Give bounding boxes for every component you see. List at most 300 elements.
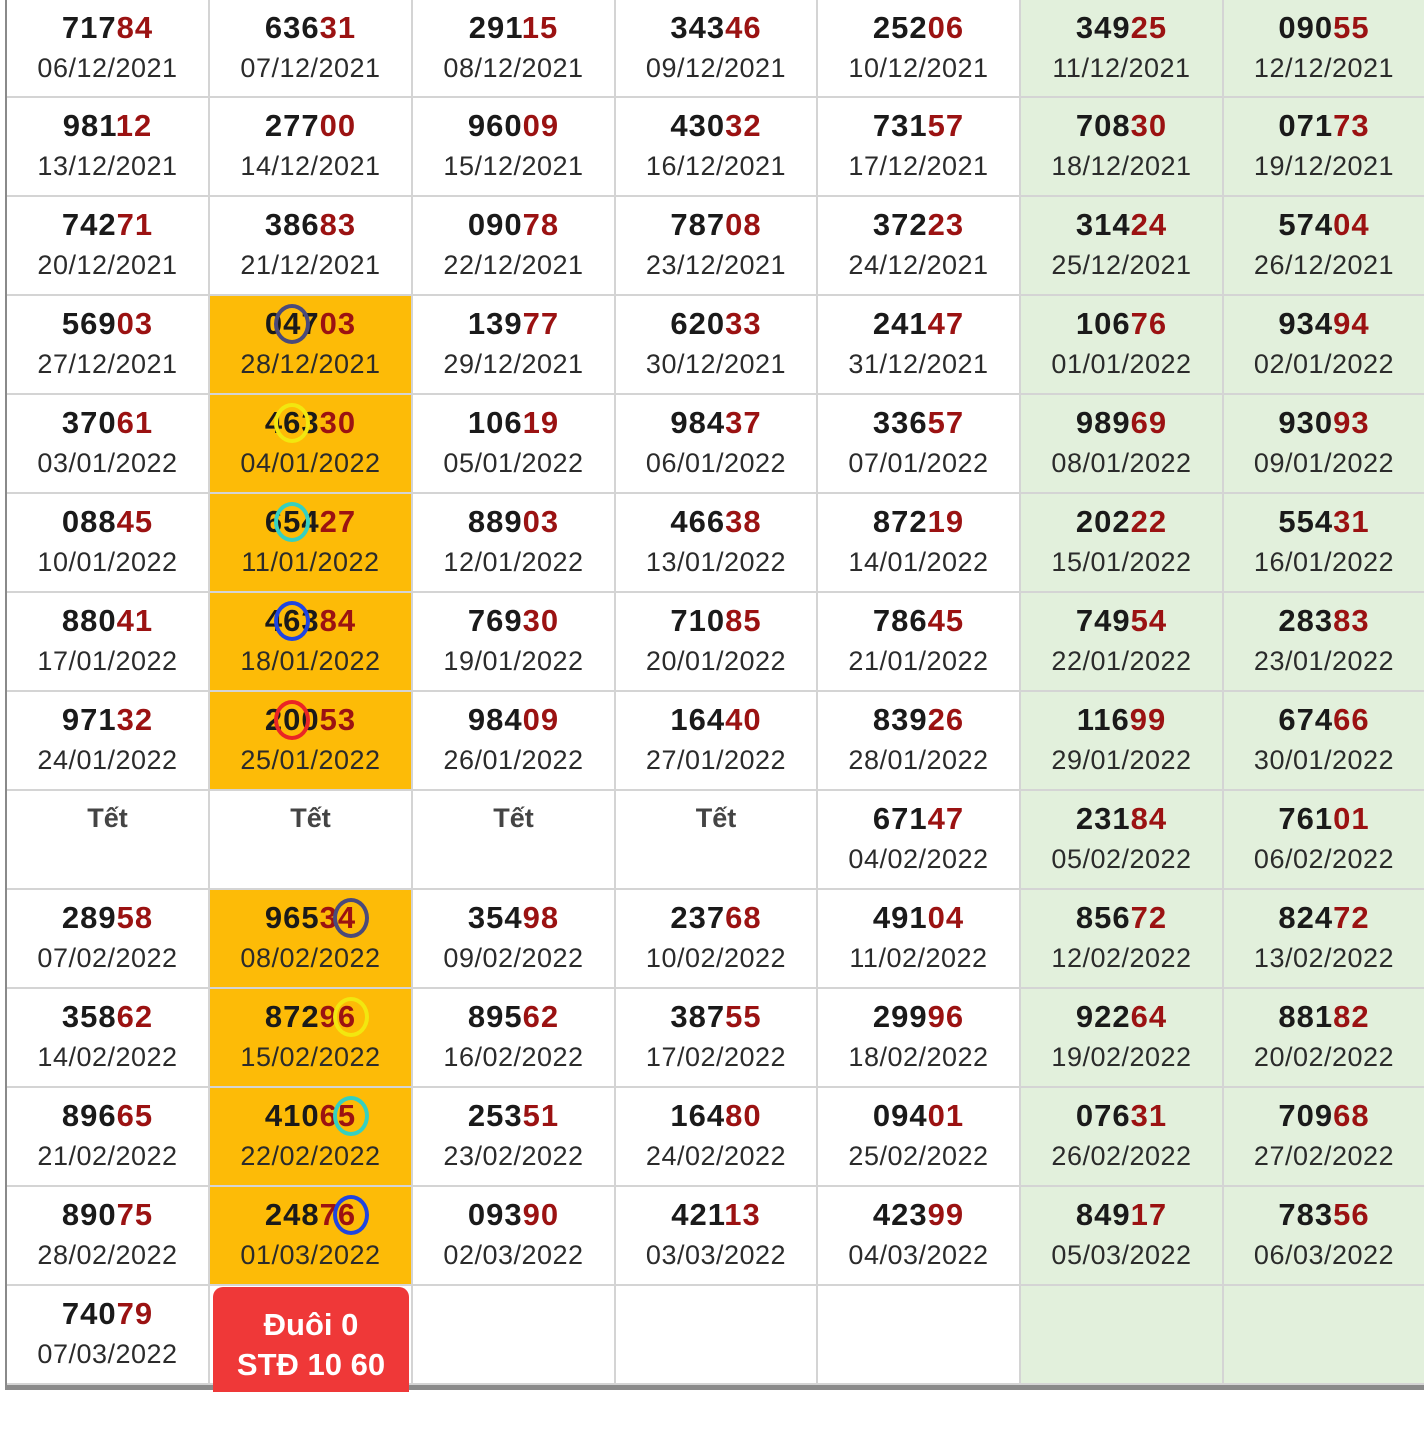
table-cell <box>616 890 818 989</box>
table-cell <box>1021 1286 1224 1385</box>
result-number <box>413 306 614 342</box>
result-date: 16/02/2022 <box>443 1042 584 1072</box>
result-tail-digits: 84 <box>116 10 154 45</box>
result-date: 04/02/2022 <box>848 844 989 874</box>
table-cell <box>1021 791 1224 890</box>
table-cell <box>818 296 1021 395</box>
result-tail-digits: 66 <box>1333 702 1370 737</box>
table-cell <box>1224 593 1424 692</box>
result-tail-digits: 09 <box>522 108 560 143</box>
result-date: 20/01/2022 <box>645 646 787 676</box>
result-head-digits: 252 <box>872 10 928 45</box>
result-tail-digits: 93 <box>1333 405 1370 440</box>
result-head-digits: 090 <box>467 207 523 242</box>
result-number <box>210 702 411 738</box>
result-number <box>616 207 816 243</box>
result-number <box>7 603 208 639</box>
table-cell <box>1021 890 1224 989</box>
result-head-digits: 934 <box>1278 306 1334 341</box>
table-cell <box>7 1088 210 1187</box>
result-head-digits: 370 <box>61 405 117 440</box>
result-head-digits: 283 <box>1278 603 1334 638</box>
table-cell <box>210 98 413 197</box>
result-number <box>7 306 208 342</box>
result-head-digits: 387 <box>670 999 726 1034</box>
result-number <box>1021 405 1222 441</box>
table-cell <box>1021 98 1224 197</box>
result-number <box>616 405 816 441</box>
table-cell <box>7 890 210 989</box>
result-date: 30/12/2021 <box>645 349 787 379</box>
result-date: 17/02/2022 <box>645 1042 787 1072</box>
result-date: 06/12/2021 <box>37 53 178 83</box>
result-date: 01/03/2022 <box>240 1240 381 1270</box>
result-date: 24/12/2021 <box>848 250 989 280</box>
result-head-digits: 354 <box>467 900 523 935</box>
table-cell <box>1021 989 1224 1088</box>
table-cell <box>818 791 1021 890</box>
result-tail-digits: 96 <box>319 999 357 1034</box>
table-cell <box>413 989 616 1088</box>
result-number <box>210 207 411 243</box>
result-head-digits: 965 <box>264 900 320 935</box>
result-number <box>1224 801 1424 837</box>
table-cell <box>7 494 210 593</box>
result-number <box>210 108 411 144</box>
table-cell <box>616 494 818 593</box>
result-date: 13/12/2021 <box>37 151 178 181</box>
result-number <box>7 1296 208 1332</box>
result-head-digits: 299 <box>872 999 928 1034</box>
result-tail-digits: 32 <box>725 108 762 143</box>
result-number <box>7 207 208 243</box>
result-head-digits: 930 <box>1278 405 1334 440</box>
table-cell <box>818 692 1021 791</box>
result-tail-digits: 73 <box>1333 108 1370 143</box>
result-tail-digits: 08 <box>725 207 762 242</box>
result-date: 13/01/2022 <box>645 547 787 577</box>
result-number <box>1224 108 1424 144</box>
result-number <box>1224 603 1424 639</box>
result-date: 26/01/2022 <box>443 745 584 775</box>
result-tail-digits: 04 <box>927 900 965 935</box>
result-tail-digits: 19 <box>927 504 965 539</box>
result-date: 12/12/2021 <box>1253 53 1395 83</box>
result-tail-digits: 55 <box>725 999 762 1034</box>
result-tail-digits: 56 <box>1333 1197 1370 1232</box>
result-head-digits: 839 <box>872 702 928 737</box>
result-number <box>413 1197 614 1233</box>
result-number <box>7 999 208 1035</box>
result-number <box>7 405 208 441</box>
table-cell <box>1021 692 1224 791</box>
result-date: 11/02/2022 <box>849 943 988 973</box>
result-date: 23/02/2022 <box>443 1141 584 1171</box>
result-tail-digits: 03 <box>116 306 154 341</box>
result-number <box>818 999 1019 1035</box>
result-number <box>413 207 614 243</box>
result-date: 25/12/2021 <box>1051 250 1192 280</box>
result-head-digits: 749 <box>1075 603 1131 638</box>
result-number <box>1224 1098 1424 1134</box>
result-head-digits: 872 <box>264 999 320 1034</box>
table-cell <box>1224 494 1424 593</box>
result-tail-digits: 38 <box>725 504 762 539</box>
result-date: 27/12/2021 <box>37 349 178 379</box>
table-cell <box>413 1088 616 1187</box>
result-tail-digits: 90 <box>522 1197 560 1232</box>
result-number <box>1021 999 1222 1035</box>
table-cell <box>210 890 413 989</box>
result-date: 22/02/2022 <box>240 1141 381 1171</box>
result-date: 27/02/2022 <box>1253 1141 1395 1171</box>
result-head-digits: 849 <box>1075 1197 1131 1232</box>
result-number <box>818 504 1019 540</box>
result-number <box>818 702 1019 738</box>
table-cell <box>413 791 616 890</box>
table-cell <box>616 1088 818 1187</box>
table-cell <box>413 1286 616 1385</box>
table-cell <box>210 494 413 593</box>
result-head-digits: 569 <box>61 306 117 341</box>
table-cell <box>818 395 1021 494</box>
result-date: 09/02/2022 <box>443 943 584 973</box>
result-date: 20/12/2021 <box>37 250 178 280</box>
table-cell <box>1021 197 1224 296</box>
result-date: 19/01/2022 <box>443 646 584 676</box>
result-tail-digits: 45 <box>116 504 154 539</box>
result-tail-digits: 04 <box>1333 207 1370 242</box>
result-tail-digits: 34 <box>319 900 357 935</box>
table-cell <box>1224 989 1424 1088</box>
result-date: 09/01/2022 <box>1253 448 1395 478</box>
result-tail-digits: 01 <box>927 1098 965 1133</box>
result-tail-digits: 77 <box>522 306 560 341</box>
result-head-digits: 372 <box>872 207 928 242</box>
table-cell <box>413 692 616 791</box>
table-cell <box>413 1187 616 1286</box>
result-date: 28/01/2022 <box>848 745 989 775</box>
result-date: 20/02/2022 <box>1253 1042 1395 1072</box>
result-head-digits: 200 <box>264 702 320 737</box>
table-cell <box>818 1088 1021 1187</box>
result-head-digits: 164 <box>670 1098 726 1133</box>
table-cell <box>210 593 413 692</box>
result-date: 23/01/2022 <box>1253 646 1395 676</box>
result-date: 15/01/2022 <box>1051 547 1192 577</box>
result-number <box>616 603 816 639</box>
result-number <box>1021 801 1222 837</box>
result-head-digits: 620 <box>670 306 726 341</box>
result-date: 27/01/2022 <box>645 745 787 775</box>
result-tail-digits: 69 <box>1130 405 1168 440</box>
result-number <box>818 306 1019 342</box>
result-date: 19/12/2021 <box>1253 151 1395 181</box>
table-cell <box>7 989 210 1088</box>
result-head-digits: 071 <box>1278 108 1334 143</box>
result-tail-digits: 13 <box>724 1197 761 1232</box>
table-cell <box>1224 197 1424 296</box>
table-cell <box>7 98 210 197</box>
result-tail-digits: 57 <box>927 405 965 440</box>
result-number <box>616 702 816 738</box>
result-date: 15/12/2021 <box>443 151 584 181</box>
result-head-digits: 890 <box>61 1197 117 1232</box>
result-date: 07/03/2022 <box>37 1339 178 1369</box>
result-date: 06/03/2022 <box>1253 1240 1395 1270</box>
result-date: 24/02/2022 <box>645 1141 787 1171</box>
result-tail-digits: 58 <box>116 900 154 935</box>
result-number <box>616 999 816 1035</box>
result-tail-digits: 17 <box>1130 1197 1168 1232</box>
result-head-digits: 358 <box>61 999 117 1034</box>
badge-line-1: Đuôi 0 <box>263 1307 359 1342</box>
result-date: 14/12/2021 <box>240 151 381 181</box>
result-head-digits: 047 <box>264 306 320 341</box>
result-number <box>818 1098 1019 1134</box>
result-tail-digits: 01 <box>1333 801 1370 836</box>
table-cell <box>1224 1187 1424 1286</box>
table-cell <box>1224 791 1424 890</box>
result-head-digits: 742 <box>61 207 117 242</box>
result-number <box>7 900 208 936</box>
result-head-digits: 787 <box>670 207 726 242</box>
table-cell <box>1224 296 1424 395</box>
result-number <box>818 801 1019 837</box>
table-cell <box>818 98 1021 197</box>
result-date: 21/02/2022 <box>37 1141 178 1171</box>
result-date: 17/12/2021 <box>848 151 989 181</box>
result-number <box>413 10 614 46</box>
result-number <box>1021 10 1222 46</box>
table-cell <box>1021 0 1224 98</box>
result-date: 08/12/2021 <box>443 53 584 83</box>
result-date: 08/02/2022 <box>240 943 381 973</box>
result-date: 22/01/2022 <box>1051 646 1192 676</box>
result-number <box>413 405 614 441</box>
result-date: 16/01/2022 <box>1253 547 1395 577</box>
result-date: 31/12/2021 <box>848 349 989 379</box>
result-head-digits: 960 <box>467 108 523 143</box>
result-number <box>1224 702 1424 738</box>
result-number <box>1224 900 1424 936</box>
result-number <box>210 10 411 46</box>
result-number <box>413 1098 614 1134</box>
table-cell <box>210 395 413 494</box>
result-date: 25/01/2022 <box>240 745 381 775</box>
result-head-digits: 423 <box>872 1197 928 1232</box>
result-date: 18/02/2022 <box>848 1042 989 1072</box>
result-date: 26/12/2021 <box>1253 250 1395 280</box>
result-date: 10/01/2022 <box>37 547 178 577</box>
result-head-digits: 463 <box>264 603 320 638</box>
result-tail-digits: 22 <box>1130 504 1168 539</box>
result-head-digits: 717 <box>61 10 117 45</box>
result-date: 21/12/2021 <box>240 250 381 280</box>
result-head-digits: 349 <box>1075 10 1131 45</box>
result-number <box>616 900 816 936</box>
result-head-digits: 761 <box>1278 801 1334 836</box>
result-number <box>818 405 1019 441</box>
table-cell <box>210 1088 413 1187</box>
result-number <box>616 10 816 46</box>
result-tail-digits: 31 <box>1130 1098 1168 1133</box>
result-number <box>210 306 411 342</box>
result-date: 05/02/2022 <box>1051 844 1192 874</box>
result-tail-digits: 72 <box>1333 900 1370 935</box>
result-head-digits: 106 <box>1075 306 1131 341</box>
result-date: 17/01/2022 <box>37 646 178 676</box>
result-number <box>7 504 208 540</box>
result-head-digits: 880 <box>61 603 117 638</box>
result-tail-digits: 68 <box>725 900 762 935</box>
result-date: 06/02/2022 <box>1253 844 1395 874</box>
table-cell <box>210 197 413 296</box>
result-head-digits: 139 <box>467 306 523 341</box>
result-head-digits: 786 <box>872 603 928 638</box>
result-date: 28/02/2022 <box>37 1240 178 1270</box>
result-tail-digits: 32 <box>116 702 154 737</box>
result-number <box>818 603 1019 639</box>
result-head-digits: 574 <box>1278 207 1334 242</box>
result-head-digits: 881 <box>1278 999 1334 1034</box>
result-head-digits: 088 <box>61 504 117 539</box>
result-date: 19/02/2022 <box>1051 1042 1192 1072</box>
table-cell <box>413 890 616 989</box>
result-head-digits: 343 <box>670 10 726 45</box>
result-number <box>7 10 208 46</box>
result-tail-digits: 72 <box>1130 900 1168 935</box>
result-tail-digits: 23 <box>927 207 965 242</box>
result-head-digits: 241 <box>872 306 928 341</box>
result-number <box>1224 207 1424 243</box>
result-date: 22/12/2021 <box>443 250 584 280</box>
result-date: 08/01/2022 <box>1051 448 1192 478</box>
result-tail-digits: 76 <box>1130 306 1168 341</box>
result-tail-digits: 61 <box>116 405 154 440</box>
result-date: 18/01/2022 <box>240 646 381 676</box>
result-tail-digits: 99 <box>927 1197 965 1232</box>
table-cell <box>1021 494 1224 593</box>
table-cell <box>1021 1088 1224 1187</box>
table-cell <box>1224 692 1424 791</box>
result-tail-digits: 83 <box>319 207 357 242</box>
result-number <box>413 603 614 639</box>
table-cell <box>210 791 413 890</box>
result-tail-digits: 99 <box>1129 702 1167 737</box>
table-cell <box>616 197 818 296</box>
table-cell <box>7 692 210 791</box>
result-head-digits: 463 <box>264 405 320 440</box>
result-date: 25/02/2022 <box>848 1141 989 1171</box>
result-tail-digits: 78 <box>522 207 560 242</box>
result-head-digits: 314 <box>1075 207 1131 242</box>
result-tail-digits: 45 <box>927 603 965 638</box>
result-date: 13/02/2022 <box>1253 943 1395 973</box>
result-number <box>413 702 614 738</box>
result-number <box>818 207 1019 243</box>
table-cell <box>616 1187 818 1286</box>
result-date: 24/01/2022 <box>37 745 178 775</box>
result-head-digits: 164 <box>670 702 726 737</box>
result-number <box>1224 999 1424 1035</box>
result-date: 04/01/2022 <box>240 448 381 478</box>
result-head-digits: 094 <box>872 1098 928 1133</box>
result-head-digits: 248 <box>264 1197 320 1232</box>
table-cell <box>210 692 413 791</box>
result-number <box>413 999 614 1035</box>
result-head-digits: 336 <box>872 405 928 440</box>
holiday-label: Tết <box>493 803 534 833</box>
result-head-digits: 872 <box>872 504 928 539</box>
table-cell <box>818 593 1021 692</box>
result-tail-digits: 30 <box>319 405 357 440</box>
result-date: 02/03/2022 <box>443 1240 584 1270</box>
result-date: 11/01/2022 <box>241 547 380 577</box>
result-number <box>1224 1197 1424 1233</box>
holiday-label: Tết <box>290 803 331 833</box>
result-head-digits: 289 <box>61 900 117 935</box>
result-tail-digits: 98 <box>522 900 560 935</box>
result-tail-digits: 30 <box>522 603 560 638</box>
badge-line-2: STĐ 10 60 <box>236 1347 386 1382</box>
table-cell <box>616 98 818 197</box>
result-date: 07/12/2021 <box>240 53 381 83</box>
result-head-digits: 981 <box>62 108 116 143</box>
result-tail-digits: 47 <box>927 306 965 341</box>
result-head-digits: 466 <box>670 504 726 539</box>
result-date: 26/02/2022 <box>1051 1141 1192 1171</box>
table-cell <box>7 593 210 692</box>
result-date: 18/12/2021 <box>1051 151 1192 181</box>
result-head-digits: 421 <box>671 1197 725 1232</box>
result-date: 29/12/2021 <box>443 349 584 379</box>
result-date: 28/12/2021 <box>240 349 381 379</box>
result-head-digits: 636 <box>264 10 320 45</box>
result-number <box>616 1197 816 1233</box>
table-cell <box>616 593 818 692</box>
result-head-digits: 554 <box>1278 504 1334 539</box>
result-head-digits: 202 <box>1075 504 1131 539</box>
result-number <box>818 10 1019 46</box>
result-tail-digits: 62 <box>116 999 154 1034</box>
result-tail-digits: 15 <box>521 10 559 45</box>
result-tail-digits: 24 <box>1130 207 1168 242</box>
table-cell <box>7 395 210 494</box>
holiday-label: Tết <box>87 803 128 833</box>
result-number <box>1021 1197 1222 1233</box>
result-number <box>818 108 1019 144</box>
result-number <box>616 306 816 342</box>
table-cell <box>1021 593 1224 692</box>
result-tail-digits: 09 <box>522 702 560 737</box>
result-head-digits: 731 <box>872 108 928 143</box>
table-cell <box>818 1286 1021 1385</box>
result-date: 23/12/2021 <box>645 250 787 280</box>
result-head-digits: 740 <box>61 1296 117 1331</box>
result-head-digits: 116 <box>1076 702 1130 737</box>
result-tail-digits: 41 <box>116 603 154 638</box>
result-head-digits: 231 <box>1075 801 1131 836</box>
result-date: 05/03/2022 <box>1051 1240 1192 1270</box>
result-date: 29/01/2022 <box>1051 745 1192 775</box>
results-table <box>5 0 1424 1390</box>
result-date: 12/01/2022 <box>443 547 584 577</box>
result-tail-digits: 55 <box>1333 10 1370 45</box>
result-number <box>1021 207 1222 243</box>
table-cell <box>1021 395 1224 494</box>
result-number <box>1224 306 1424 342</box>
